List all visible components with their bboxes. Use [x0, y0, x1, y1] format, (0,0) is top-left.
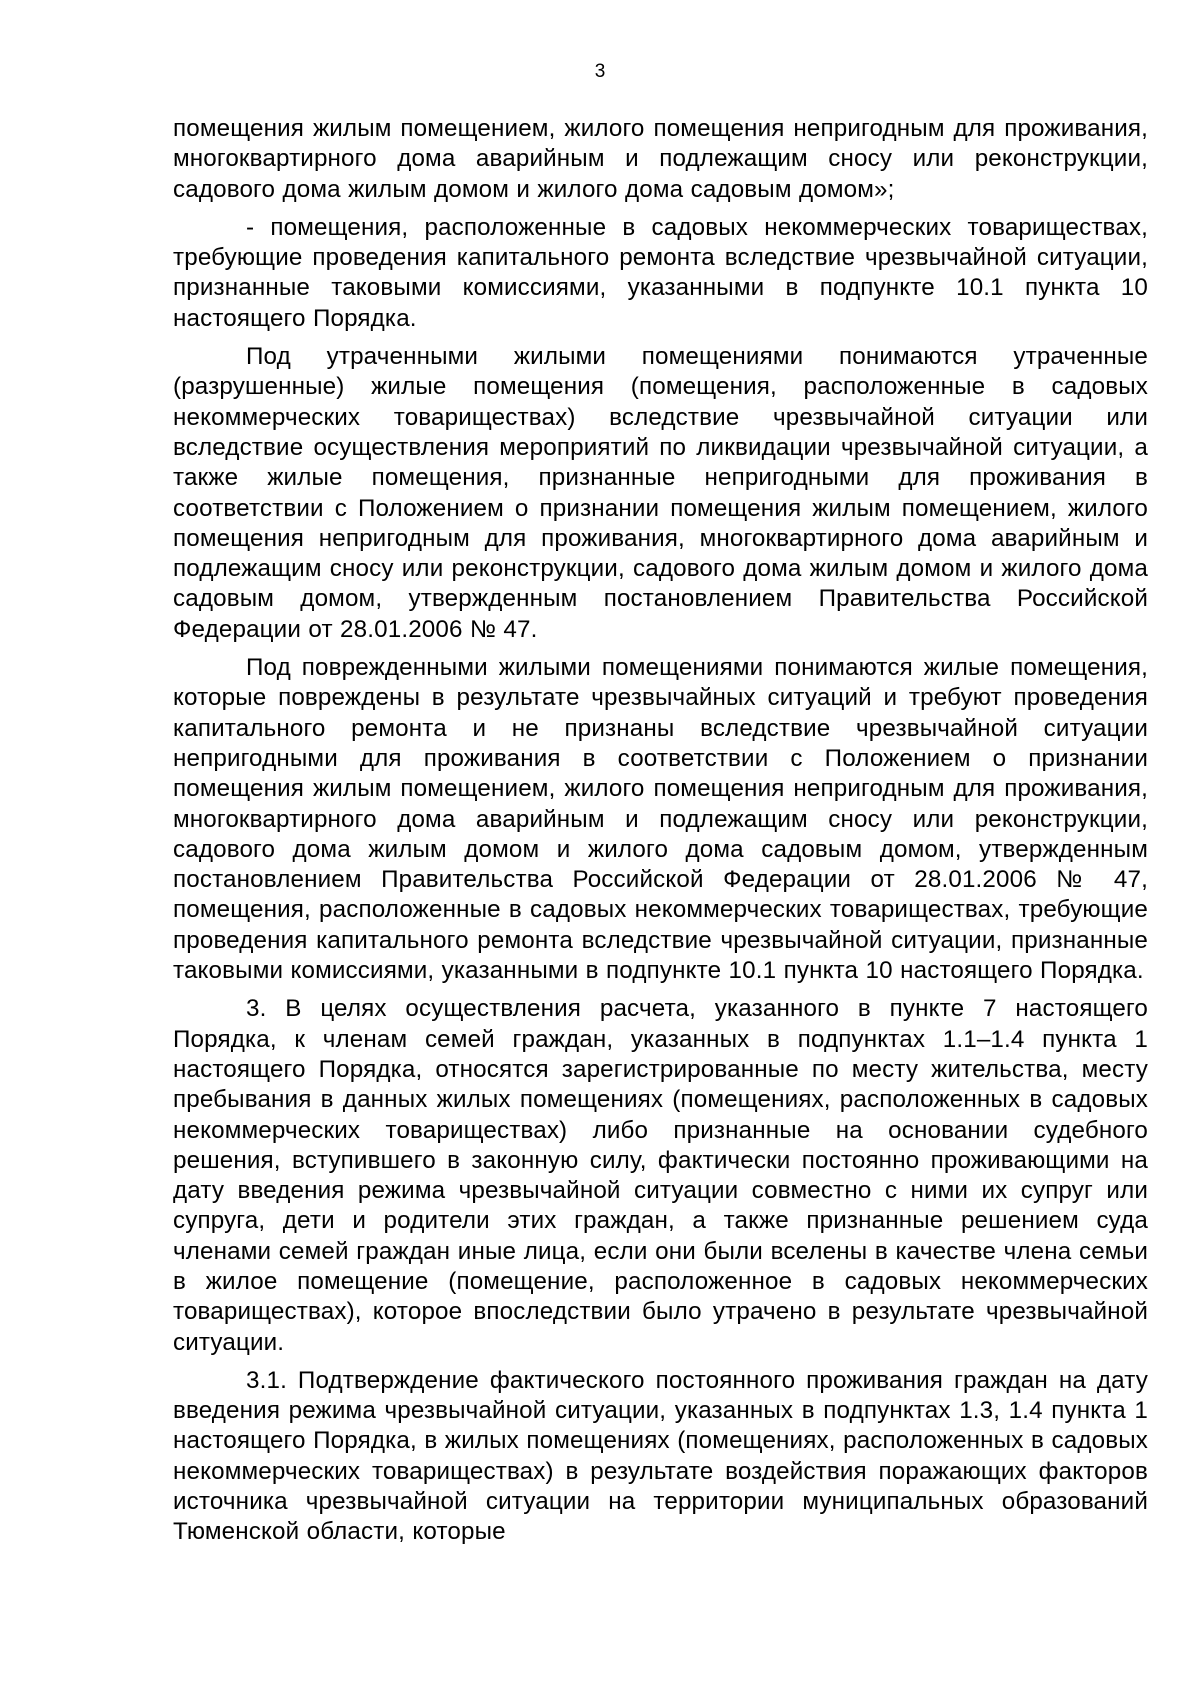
paragraph-clause-3-1: 3.1. Подтверждение фактического постоянного проживания граждан на дату введения режима чрезвычайной ситуации, указанных в подпунктах 1.3, 1.4 пункта 1 настоящего Порядка, в жилых помещениях (помещениях, расположенных в садовых некоммерческих товариществах) в результате воздействия поражающих факторов источника чрезвычайной ситуации на территории муниципальных образований Тюменской области, которые [173, 1366, 1148, 1546]
page-number: 3 [594, 61, 606, 82]
paragraph-list-item-garden-premises: - помещения, расположенные в садовых некоммерческих товариществах, требующие проведения капитального ремонта вследствие чрезвычайной ситуации, признанные таковыми комиссиями, указанными в подпункте 10.1 пункта 10 настоящего Порядка. [173, 213, 1148, 332]
paragraph-lost-premises-definition: Под утраченными жилыми помещениями понимаются утраченные (разрушенные) жилые помещения (помещения, расположенные в садовых некоммерческих товариществах) вследствие чрезвычайной ситуации или вследствие осуществления мероприятий по ликвидации чрезвычайной ситуации, а также жилые помещения, признанные непригодными для проживания в соответствии с Положением о признании помещения жилым помещением, жилого помещения непригодным для проживания, многоквартирного дома аварийным и подлежащим сносу или реконструкции, садового дома жилым домом и жилого дома садовым домом, утвержденным постановлением Правительства Российской Федерации от 28.01.2006 № 47. [173, 343, 1148, 643]
paragraph-damaged-premises-definition: Под поврежденными жилыми помещениями понимаются жилые помещения, которые повреждены в результате чрезвычайных ситуаций и требуют проведения капитального ремонта и не признаны вследствие чрезвычайной ситуации непригодными для проживания в соответствии с Положением о признании помещения жилым помещением, жилого помещения непригодным для проживания, многоквартирного дома аварийным и подлежащим сносу или реконструкции, садового дома жилым домом и жилого дома садовым домом, утвержденным постановлением Правительства Российской Федерации от 28.01.2006 № 47, помещения, расположенные в садовых некоммерческих товариществах, требующие проведения капитального ремонта вследствие чрезвычайной ситуации, признанные таковыми комиссиями, указанными в подпункте 10.1 пункта 10 настоящего Порядка. [173, 654, 1148, 985]
document-body [173, 114, 1148, 1556]
paragraph-continuation: помещения жилым помещением, жилого помещения непригодным для проживания, многоквартирного дома аварийным и подлежащим сносу или реконструкции, садового дома жилым домом и жилого дома садовым домом»; [173, 115, 1148, 203]
paragraph-clause-3: 3. В целях осуществления расчета, указанного в пункте 7 настоящего Порядка, к членам семей граждан, указанных в подпунктах 1.1–1.4 пункта 1 настоящего Порядка, относятся зарегистрированные по месту жительства, месту пребывания в данных жилых помещениях (помещениях, расположенных в садовых некоммерческих товариществах) либо признанные на основании судебного решения, вступившего в законную силу, фактически постоянно проживающими на дату введения режима чрезвычайной ситуации совместно с ними их супруг или супруга, дети и родители этих граждан, а также признанные решением суда членами семей граждан иные лица, если они были вселены в качестве члена семьи в жилое помещение (помещение, расположенное в садовых некоммерческих товариществах), которое впоследствии было утрачено в результате чрезвычайной ситуации. [173, 995, 1148, 1356]
